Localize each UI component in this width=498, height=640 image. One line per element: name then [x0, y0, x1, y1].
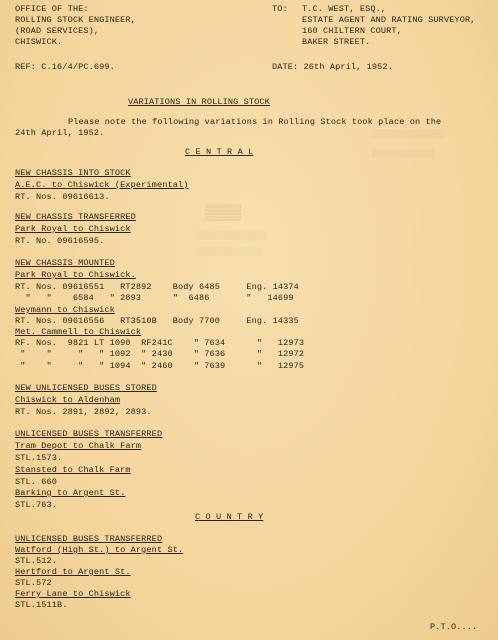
- show-through-mark: ░░░░░░░░░░░░░: [372, 150, 435, 159]
- office-line: CHISWICK.: [15, 37, 63, 47]
- office-line: OFFICE OF THE:: [15, 4, 89, 14]
- chassis-row: RT. Nos. 09616551 RT2892 Body 6485 Eng. 14374: [15, 282, 299, 292]
- route-line: Hertford to Argent St.: [15, 567, 131, 577]
- route-line: Weymann to Chiswick: [15, 305, 115, 315]
- intro-text: Please note the following variations in Rolling Stock took place on the: [68, 117, 442, 127]
- show-through-mark: ▒▒▒▒: [205, 205, 242, 222]
- reference: REF: C.16/4/PC.699.: [15, 62, 115, 72]
- chassis-row: " " 6584 " 2893 " 6486 " 14699: [15, 293, 294, 303]
- office-line: (ROAD SERVICES),: [15, 26, 100, 36]
- route-line: Chiswick to Aldenham: [15, 395, 121, 405]
- vehicle-line: STL.763.: [15, 500, 58, 510]
- chassis-row: " " " " 1092 " 2430 " 7636 " 12972: [15, 349, 305, 359]
- show-through-mark: ░░░░░░░░░░░░░░░: [372, 130, 445, 139]
- recipient-line: BAKER STREET.: [302, 37, 371, 47]
- route-line: Park Royal to Chiswick: [15, 224, 131, 234]
- vehicle-line: RT. Nos. 09616613.: [15, 192, 110, 202]
- subsection-heading: NEW CHASSIS MOUNTED: [15, 258, 115, 268]
- chassis-row: " " " " 1094 " 2460 " 7639 " 12975: [15, 361, 305, 371]
- to-label: TO:: [272, 4, 288, 14]
- section-heading-central: C E N T R A L: [185, 147, 254, 157]
- subsection-heading: NEW UNLICENSED BUSES STORED: [15, 383, 157, 393]
- intro-text: 24th April, 1952.: [15, 128, 105, 138]
- vehicle-line: RT. No. 09616595.: [15, 236, 105, 246]
- pto-note: P.T.O....: [430, 622, 478, 632]
- vehicle-line: STL.1573.: [15, 453, 63, 463]
- vehicle-line: STL. 660: [15, 477, 58, 487]
- route-line: Stansted to Chalk Farm: [15, 465, 131, 475]
- recipient-line: T.C. WEST, ESQ.,: [302, 4, 387, 14]
- recipient-line: ESTATE AGENT AND RATING SURVEYOR,: [302, 15, 476, 25]
- route-line: A.E.C. to Chiswick (Experimental): [15, 180, 189, 190]
- route-line: Park Royal to Chiswick.: [15, 270, 136, 280]
- vehicle-line: RT. Nos. 2891, 2892, 2893.: [15, 407, 152, 417]
- chassis-row: RT. Nos. 09616556 RT3510B Body 7700 Eng. 14335: [15, 316, 299, 326]
- document-title: VARIATIONS IN ROLLING STOCK: [128, 97, 270, 107]
- subsection-heading: UNLICENSED BUSES TRANSFERRED: [15, 429, 163, 439]
- vehicle-line: STL.1511B.: [15, 600, 68, 610]
- subsection-heading: UNLICENSED BUSES TRANSFERRED: [15, 534, 163, 544]
- show-through-mark: ░░░░░░░░░░░░░░: [195, 248, 263, 257]
- office-line: ROLLING STOCK ENGINEER,: [15, 15, 136, 25]
- subsection-heading: NEW CHASSIS TRANSFERRED: [15, 212, 136, 222]
- vehicle-line: STL.512.: [15, 556, 58, 566]
- route-line: Met. Cammell to Chiswick: [15, 327, 142, 337]
- section-heading-country: C O U N T R Y: [195, 512, 264, 522]
- show-through-mark: ░░░░░░░░░░░░░░░: [195, 232, 268, 241]
- recipient-line: 160 CHILTERN COURT,: [302, 26, 402, 36]
- vehicle-line: STL.572: [15, 578, 52, 588]
- route-line: Tram Depot to Chalk Farm: [15, 441, 142, 451]
- route-line: Watford (High St.) to Argent St.: [15, 545, 184, 555]
- chassis-row: RF. Nos. 9821 LT 1090 RF241C " 7634 " 12973: [15, 338, 305, 348]
- subsection-heading: NEW CHASSIS INTO STOCK: [15, 168, 131, 178]
- route-line: Barking to Argent St.: [15, 488, 126, 498]
- date: DATE: 26th April, 1952.: [272, 62, 393, 72]
- route-line: Ferry Lane to Chiswick: [15, 589, 131, 599]
